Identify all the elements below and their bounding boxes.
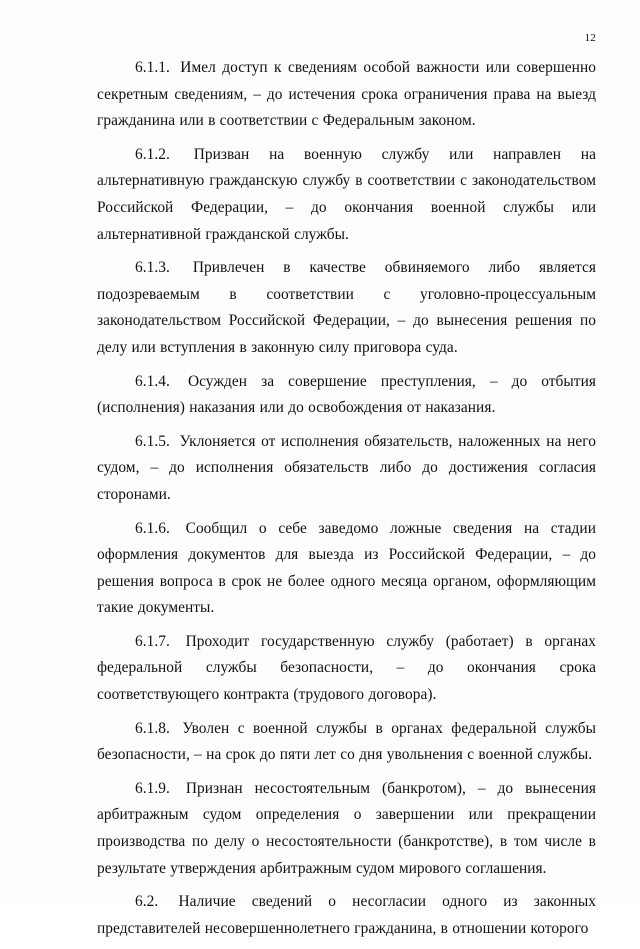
paragraph-6-2 <box>97 889 596 942</box>
paragraph-text: Осужден за совершение преступления, – до отбытия (исполнения) наказания или до освобождения от наказания. <box>97 372 596 417</box>
page-number: 12 <box>584 32 596 44</box>
paragraph-number: 6.1.7. <box>135 632 170 650</box>
paragraph-number: 6.1.8. <box>135 719 170 737</box>
paragraph-6-1-4 <box>97 369 596 422</box>
paragraph-text: Наличие сведений о несогласии одного из законных представителей несовершеннолетнего гражданина, в отношении которого <box>97 893 596 937</box>
paragraph-text: Привлечен в качестве обвиняемого либо является подозреваемым в соответствии с уголовно-процессуальным законодательством Российской Федерации, – до вынесения решения по делу или вступления в законную силу приговора суда. <box>97 259 596 356</box>
paragraph-number: 6.1.3. <box>135 259 170 277</box>
paragraph-text: Признан несостоятельным (банкротом), – до вынесения арбитражным судом определения о завершении или прекращении производства по делу о несостоятельности (банкротстве), в том числе в результате утверждения арбитражным судом мирового соглашения. <box>97 779 596 877</box>
paragraph-text: Сообщил о себе заведомо ложные сведения на стадии оформления документов для выезда из Российской Федерации, – до решения вопроса в срок не более одного месяца органом, оформляющим такие документы. <box>97 519 596 617</box>
paragraph-text: Призван на военную службу или направлен на альтернативную гражданскую службу в соответствии с законодательством Российской Федерации, – до окончания военной службы или альтернативной гражданской службы. <box>97 145 596 243</box>
paragraph-text: Имел доступ к сведениям особой важности или совершенно секретным сведениям, – до истечения срока ограничения права на выезд гражданина или в соответствии с Федеральным законом. <box>97 59 596 130</box>
paragraph-number: 6.2. <box>135 893 159 911</box>
paragraph-6-1-6 <box>97 516 596 622</box>
paragraph-6-1-8 <box>97 716 596 769</box>
paragraph-number: 6.1.4. <box>135 372 170 390</box>
paragraph-text: Уклоняется от исполнения обязательств, наложенных на него судом, – до исполнения обязательств либо до достижения согласия сторонами. <box>97 432 596 503</box>
paragraph-6-1-9 <box>97 776 596 882</box>
paragraph-text: Уволен с военной службы в органах федеральной службы безопасности, – на срок до пяти лет со дня увольнения с военной службы. <box>97 719 596 764</box>
paragraph-6-1-7 <box>97 629 596 709</box>
paragraph-number: 6.1.9. <box>135 779 170 797</box>
paragraph-6-1-5 <box>97 429 596 509</box>
document-body <box>97 55 596 949</box>
paragraph-6-1-3 <box>97 255 596 361</box>
paragraph-text: Проходит государственную службу (работает) в органах федеральной службы безопасности, – до окончания срока соответствующего контракта (трудового договора). <box>97 632 596 704</box>
paragraph-number: 6.1.2. <box>135 145 170 163</box>
paragraph-number: 6.1.6. <box>135 519 170 537</box>
paragraph-number: 6.1.5. <box>135 432 170 450</box>
paragraph-number: 6.1.1. <box>135 59 170 76</box>
paragraph-6-1-2 <box>97 142 596 248</box>
paragraph-6-1-1 <box>97 55 596 135</box>
